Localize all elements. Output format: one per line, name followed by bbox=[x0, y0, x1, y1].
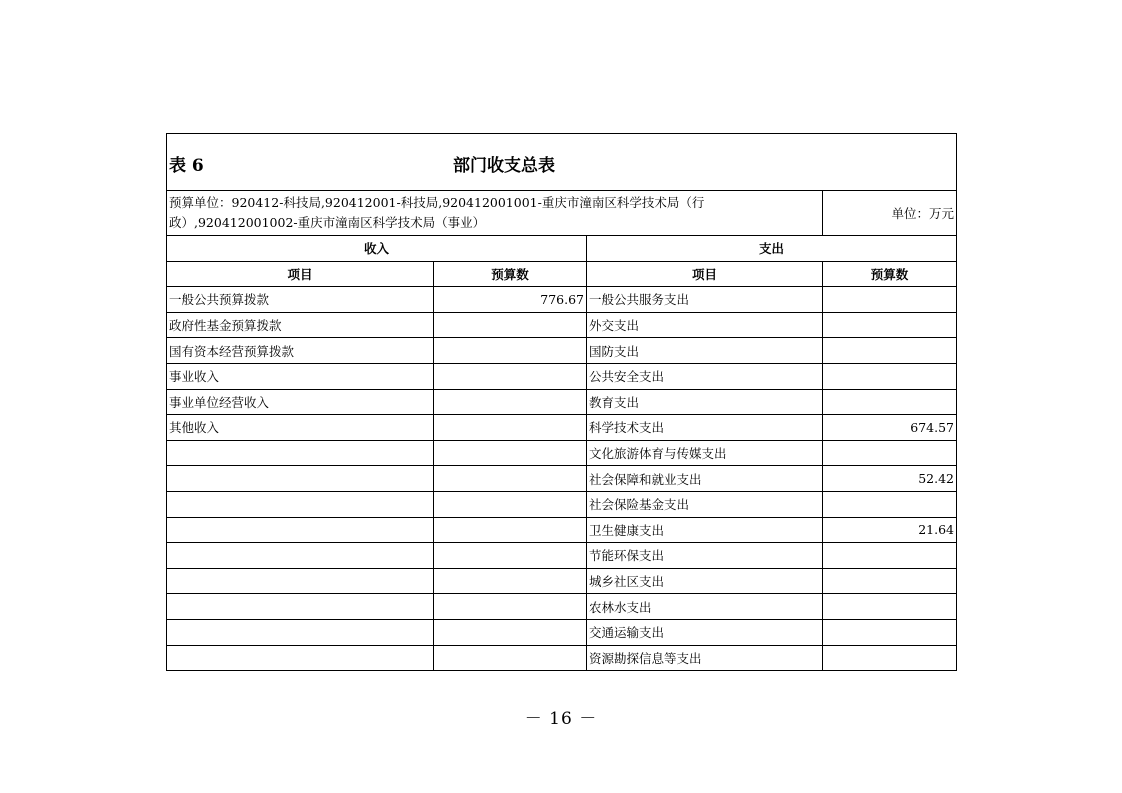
table-row bbox=[167, 491, 957, 517]
page-number: － 16 － bbox=[524, 709, 598, 729]
expense-amount-cell: 52.42 bbox=[823, 466, 957, 492]
expense-amount-cell: 21.64 bbox=[823, 517, 957, 543]
table-body bbox=[167, 287, 957, 671]
budget-unit-row bbox=[167, 191, 957, 236]
income-amount-cell bbox=[434, 440, 587, 466]
income-header: 收入 bbox=[167, 236, 587, 262]
income-amount-cell bbox=[434, 594, 587, 620]
title-row bbox=[167, 134, 957, 191]
expense-item-cell: 公共安全支出 bbox=[587, 363, 823, 389]
expense-item-cell: 社会保障和就业支出 bbox=[587, 466, 823, 492]
table-row bbox=[167, 543, 957, 569]
expense-item-cell: 城乡社区支出 bbox=[587, 568, 823, 594]
table-row bbox=[167, 466, 957, 492]
expense-item-cell: 节能环保支出 bbox=[587, 543, 823, 569]
income-amount-cell bbox=[434, 645, 587, 671]
expense-item-cell: 国防支出 bbox=[587, 338, 823, 364]
column-header-row bbox=[167, 261, 957, 287]
expense-header: 支出 bbox=[587, 236, 957, 262]
income-amount-cell bbox=[434, 517, 587, 543]
expense-item-cell: 社会保险基金支出 bbox=[587, 491, 823, 517]
income-amount-cell bbox=[434, 466, 587, 492]
expense-item-column-header: 项目 bbox=[587, 261, 823, 287]
table-row bbox=[167, 645, 957, 671]
income-amount-cell bbox=[434, 619, 587, 645]
expense-amount-column-header: 预算数 bbox=[823, 261, 957, 287]
income-item-cell: 一般公共预算拨款 bbox=[167, 287, 434, 313]
section-header-row bbox=[167, 236, 957, 262]
table-row bbox=[167, 594, 957, 620]
expense-amount-cell bbox=[823, 594, 957, 620]
expense-amount-cell bbox=[823, 389, 957, 415]
expense-amount-cell bbox=[823, 568, 957, 594]
table-row bbox=[167, 389, 957, 415]
income-item-cell: 事业单位经营收入 bbox=[167, 389, 434, 415]
income-amount-cell bbox=[434, 543, 587, 569]
table-row bbox=[167, 568, 957, 594]
income-item-cell: 国有资本经营预算拨款 bbox=[167, 338, 434, 364]
title-cell bbox=[167, 134, 957, 191]
expense-item-cell: 外交支出 bbox=[587, 312, 823, 338]
income-amount-cell bbox=[434, 312, 587, 338]
table-row bbox=[167, 363, 957, 389]
income-item-column-header: 项目 bbox=[167, 261, 434, 287]
expense-item-cell: 农林水支出 bbox=[587, 594, 823, 620]
table-row bbox=[167, 440, 957, 466]
expense-amount-cell bbox=[823, 338, 957, 364]
income-amount-cell bbox=[434, 338, 587, 364]
income-item-cell bbox=[167, 466, 434, 492]
income-item-cell bbox=[167, 619, 434, 645]
table-title: 部门收支总表 bbox=[453, 156, 555, 176]
income-amount-cell bbox=[434, 415, 587, 441]
income-item-cell: 政府性基金预算拨款 bbox=[167, 312, 434, 338]
expense-amount-cell bbox=[823, 543, 957, 569]
expense-item-cell: 科学技术支出 bbox=[587, 415, 823, 441]
table-row bbox=[167, 312, 957, 338]
income-item-cell bbox=[167, 645, 434, 671]
expense-amount-cell bbox=[823, 312, 957, 338]
expense-amount-cell bbox=[823, 440, 957, 466]
table-row bbox=[167, 415, 957, 441]
expense-item-cell: 教育支出 bbox=[587, 389, 823, 415]
expense-amount-cell bbox=[823, 619, 957, 645]
income-item-cell bbox=[167, 517, 434, 543]
table-row bbox=[167, 338, 957, 364]
budget-unit-text: 预算单位：920412-科技局,920412001-科技局,920412001001-重庆市潼南区科学技术局（行政）,920412001002-重庆市潼南区科学技术局（事业） bbox=[167, 191, 823, 236]
income-amount-column-header: 预算数 bbox=[434, 261, 587, 287]
income-amount-cell bbox=[434, 389, 587, 415]
budget-summary-table bbox=[166, 133, 957, 671]
income-item-cell bbox=[167, 440, 434, 466]
income-item-cell: 事业收入 bbox=[167, 363, 434, 389]
table-row bbox=[167, 619, 957, 645]
income-item-cell bbox=[167, 594, 434, 620]
table-row bbox=[167, 517, 957, 543]
expense-item-cell: 一般公共服务支出 bbox=[587, 287, 823, 313]
income-item-cell bbox=[167, 568, 434, 594]
expense-item-cell: 资源勘探信息等支出 bbox=[587, 645, 823, 671]
table-row bbox=[167, 287, 957, 313]
income-item-cell bbox=[167, 491, 434, 517]
expense-amount-cell bbox=[823, 491, 957, 517]
income-amount-cell: 776.67 bbox=[434, 287, 587, 313]
income-amount-cell bbox=[434, 491, 587, 517]
income-item-cell: 其他收入 bbox=[167, 415, 434, 441]
income-item-cell bbox=[167, 543, 434, 569]
expense-amount-cell bbox=[823, 287, 957, 313]
income-amount-cell bbox=[434, 363, 587, 389]
expense-item-cell: 卫生健康支出 bbox=[587, 517, 823, 543]
expense-amount-cell bbox=[823, 363, 957, 389]
expense-amount-cell bbox=[823, 645, 957, 671]
expense-amount-cell: 674.57 bbox=[823, 415, 957, 441]
table-number: 表 6 bbox=[169, 156, 204, 176]
expense-item-cell: 交通运输支出 bbox=[587, 619, 823, 645]
expense-item-cell: 文化旅游体育与传媒支出 bbox=[587, 440, 823, 466]
income-amount-cell bbox=[434, 568, 587, 594]
unit-label: 单位：万元 bbox=[823, 191, 957, 236]
